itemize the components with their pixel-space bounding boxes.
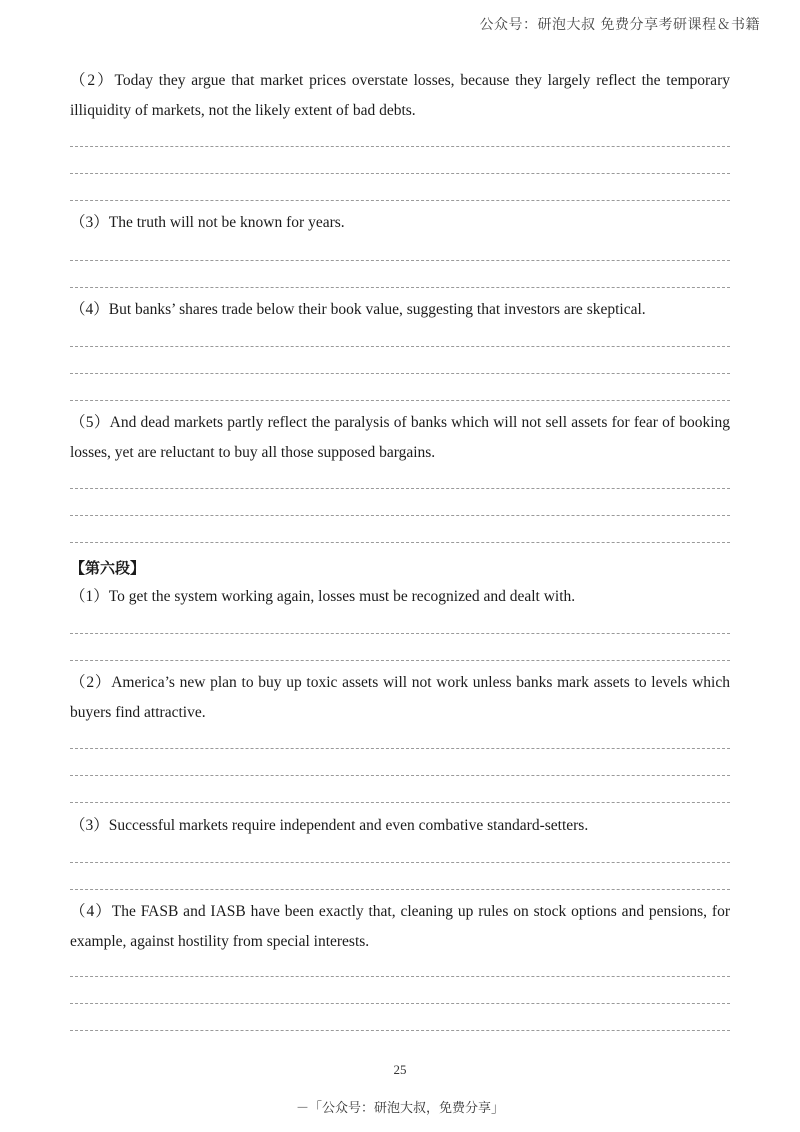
answer-line xyxy=(70,1030,730,1031)
answer-line xyxy=(70,802,730,803)
sentence-block xyxy=(70,66,730,126)
sentence-block xyxy=(70,811,730,841)
page-footer: －「公众号：研泡大叔，免费分享」 xyxy=(295,1101,504,1116)
answer-line xyxy=(70,1003,730,1004)
sentence-block xyxy=(70,408,730,468)
answer-line xyxy=(70,775,730,776)
answer-line xyxy=(70,146,730,147)
answer-line xyxy=(70,976,730,977)
answer-line xyxy=(70,748,730,749)
sentence-block xyxy=(70,668,730,728)
answer-line xyxy=(70,889,730,890)
sentence-block xyxy=(70,582,730,612)
answer-line xyxy=(70,373,730,374)
sentence-text: （1）To get the system working again, losses must be recognized and dealt with. xyxy=(70,588,576,605)
sentence-text: （3）Successful markets require independent and even combative standard-setters. xyxy=(70,817,589,834)
answer-line xyxy=(70,287,730,288)
answer-line xyxy=(70,660,730,661)
answer-line xyxy=(70,173,730,174)
answer-line xyxy=(70,515,730,516)
sentence-block xyxy=(70,295,730,325)
sentence-text: （4）The FASB and IASB have been exactly that, cleaning up rules on stock options and pensions, for example, against hostility from special interests. xyxy=(70,903,730,950)
page-number: 25 xyxy=(393,1062,407,1077)
sentence-text: （2）America’s new plan to buy up toxic assets will not work unless banks mark assets to levels which buyers find attractive. xyxy=(70,674,730,721)
answer-line xyxy=(70,862,730,863)
sentence-text: （4）But banks’ shares trade below their book value, suggesting that investors are skeptical. xyxy=(70,301,646,318)
answer-line xyxy=(70,400,730,401)
answer-line xyxy=(70,633,730,634)
sentence-block xyxy=(70,208,730,238)
sentence-text: （2）Today they argue that market prices overstate losses, because they largely reflect the temporary illiquidity of markets, not the likely extent of bad debts. xyxy=(70,72,730,119)
sentence-text: （3）The truth will not be known for years. xyxy=(70,214,345,231)
answer-line xyxy=(70,488,730,489)
sentence-block xyxy=(70,897,730,957)
answer-line xyxy=(70,542,730,543)
answer-line xyxy=(70,200,730,201)
section-heading: 【第六段】 xyxy=(70,559,146,577)
sentence-text: （5）And dead markets partly reflect the paralysis of banks which will not sell assets for fear of booking losses, yet are reluctant to buy all those supposed bargains. xyxy=(70,414,730,461)
page-header: 公众号：研泡大叔 免费分享考研课程＆书籍 xyxy=(479,17,760,33)
answer-line xyxy=(70,260,730,261)
answer-line xyxy=(70,346,730,347)
